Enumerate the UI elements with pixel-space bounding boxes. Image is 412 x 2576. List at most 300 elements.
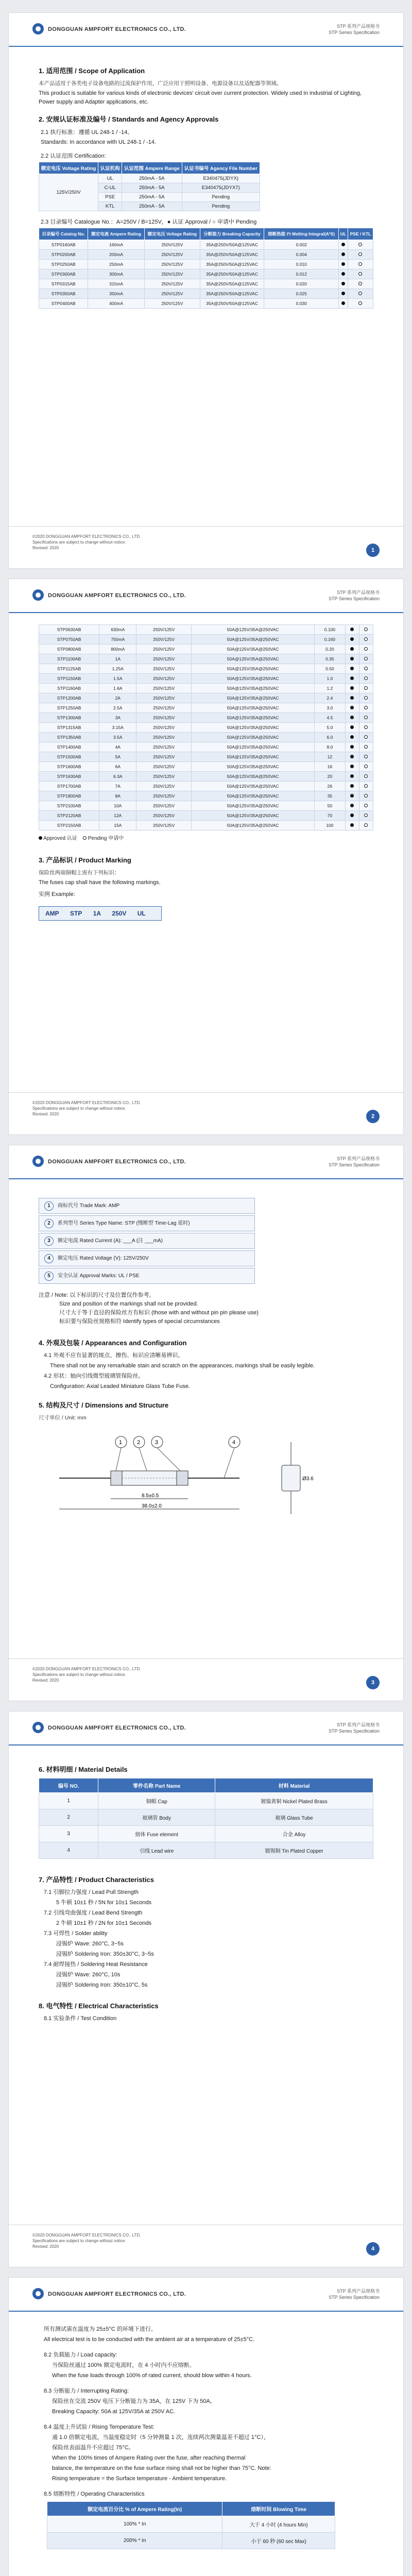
table-cell: 0.020 <box>264 279 339 289</box>
table-row <box>39 1793 373 1809</box>
approval-cell <box>339 299 348 309</box>
company-logo-icon <box>32 589 44 601</box>
pending-ring-icon <box>364 637 368 641</box>
approved-dot-icon <box>350 637 354 641</box>
table-cell: 35A@250V/50A@125VAC <box>200 260 264 269</box>
table-cell: 250V/125V <box>144 299 200 309</box>
table-cell: STP0315AB <box>39 279 88 289</box>
pending-ring-icon <box>364 755 368 758</box>
approval-cell <box>345 684 359 693</box>
product-table-b <box>39 624 373 831</box>
table-cell: 2.4 <box>315 693 345 703</box>
approval-cell <box>348 260 373 269</box>
approved-dot-icon <box>350 725 354 729</box>
pending-ring-icon <box>358 282 362 285</box>
approval-cell <box>345 723 359 733</box>
page-footer: ©2020 DONGGUAN AMPFORT ELECTRONICS CO., LTD. Specifications are subject to change without notice. Revised: 2020 4 <box>9 2225 403 2267</box>
table-cell: 35A@250V/50A@125VAC <box>200 299 264 309</box>
table-cell: 2.5A <box>99 703 136 713</box>
table-cell: 50A@125V/35A@250VAC <box>191 762 314 772</box>
pending-ring-icon <box>364 628 368 631</box>
approval-cell <box>345 733 359 742</box>
table-cell: 250V/125V <box>144 250 200 260</box>
spec-title: STP 系列产品规格书 STP Series Specification <box>329 24 380 35</box>
company-name: DONGGUAN AMPFORT ELECTRONICS CO., LTD. <box>48 2291 186 2297</box>
approval-cell <box>345 811 359 821</box>
spec-title: STP 系列产品规格书 STP Series Specification <box>329 1722 380 1734</box>
table-cell: STP0400AB <box>39 299 88 309</box>
pending-ring-icon <box>364 676 368 680</box>
approval-cell <box>359 742 373 752</box>
pending-ring-icon <box>364 794 368 798</box>
table-row <box>39 762 373 772</box>
table-cell: 100 <box>315 821 345 831</box>
section-heading: 5. 结构及尺寸 / Dimensions and Structure <box>39 1401 169 1409</box>
approval-cell <box>345 713 359 723</box>
approval-cell <box>339 289 348 299</box>
page-1 <box>8 12 404 569</box>
approval-cell <box>348 250 373 260</box>
note-block: 注意 / Note: 以下标识的尺寸及位置仅作参考。 Size and position of the markings shall not be provided. 尺寸大于等于直径的保险丝方有标识 (those with and without pin pin please use) 标识要与保险丝规格相符 Identify types of special circumstances <box>39 1292 259 1325</box>
approved-dot-icon <box>350 765 354 768</box>
pending-ring-icon <box>358 243 362 246</box>
table-row <box>39 703 373 713</box>
table-row <box>39 260 373 269</box>
table-cell: 250V/125V <box>136 684 192 693</box>
table-cell: 16 <box>315 762 345 772</box>
approval-cell <box>348 279 373 289</box>
callout-3: 3 <box>155 1439 159 1446</box>
table-row <box>39 733 373 742</box>
spec-title: STP 系列产品规格书 STP Series Specification <box>329 590 380 601</box>
table-cell: 0.20 <box>315 645 345 654</box>
table-cell: 1.5A <box>99 674 136 684</box>
table-cell: 8A <box>99 791 136 801</box>
table-cell: 35A@250V/50A@125VAC <box>200 289 264 299</box>
approval-cell <box>359 733 373 742</box>
approval-cell <box>348 240 373 250</box>
approval-cell <box>345 801 359 811</box>
table-cell: 20 <box>315 772 345 782</box>
approved-dot-icon <box>350 823 354 827</box>
table-cell: 3.5A <box>99 733 136 742</box>
table-cell: 12 <box>315 752 345 762</box>
table-cell: 0.35 <box>315 654 345 664</box>
table-cell: 250V/125V <box>136 664 192 674</box>
pending-ring-icon <box>358 292 362 295</box>
section-heading: 2. 安规认证标准及编号 / Standards and Agency Approvals <box>39 115 219 123</box>
approval-cell <box>345 703 359 713</box>
table-cell: 50A@125V/35A@250VAC <box>191 801 314 811</box>
pending-ring-icon <box>364 774 368 778</box>
table-row <box>39 791 373 801</box>
table-cell: 315mA <box>88 279 145 289</box>
approved-dot-icon <box>350 735 354 739</box>
approval-cell <box>339 279 348 289</box>
approval-cell <box>359 684 373 693</box>
table-row <box>39 772 373 782</box>
section-heading: 6. 材料明细 / Material Details <box>39 1766 128 1773</box>
table-cell: 0.012 <box>264 269 339 279</box>
table-cell: 玻璃管 Body <box>98 1809 215 1826</box>
marking-example-label: 实例 Example: <box>39 891 75 897</box>
table-cell: 0.025 <box>264 289 339 299</box>
pending-ring-icon <box>364 823 368 827</box>
catalog-title: 2.3 目录编号 Catalogue No.：A=250V / B=125V，● 认证 Approval / ○ 申请中 Pending <box>41 219 257 225</box>
table-row: PSE 250mA - 5A Pending <box>39 193 260 202</box>
table-row <box>39 635 373 645</box>
company-name: DONGGUAN AMPFORT ELECTRONICS CO., LTD. <box>48 1725 186 1731</box>
table-row <box>39 625 373 635</box>
table-cell: 35A@250V/50A@125VAC <box>200 250 264 260</box>
table-row <box>39 742 373 752</box>
table-cell: 0.002 <box>264 240 339 250</box>
table-cell: 5.0 <box>315 723 345 733</box>
table-cell: 35 <box>315 791 345 801</box>
pending-ring-icon <box>364 657 368 660</box>
table-cell: 1A <box>99 654 136 664</box>
approved-dot-icon <box>350 667 354 670</box>
pending-ring-icon <box>358 272 362 276</box>
table-cell: 250V/125V <box>136 733 192 742</box>
approved-dot-icon <box>341 272 345 276</box>
table-cell: 250V/125V <box>144 240 200 250</box>
approval-cell <box>345 635 359 645</box>
approval-cell <box>359 713 373 723</box>
approved-dot-icon <box>341 262 345 266</box>
table-legend: Approved 认证 Pending 申请中 <box>39 834 373 841</box>
col-header: 额定电压 Voltage Rating <box>39 162 98 174</box>
approval-cell <box>359 821 373 831</box>
table-cell: 250V/125V <box>136 782 192 791</box>
table-row <box>39 1842 373 1859</box>
approval-cell <box>345 752 359 762</box>
approval-cell <box>359 703 373 713</box>
table-cell: 50A@125V/35A@250VAC <box>191 664 314 674</box>
spec-title: STP 系列产品规格书 STP Series Specification <box>329 2289 380 2300</box>
marking-item: 2 系列型号 Series Type Name: STP (慢断型 Time-Lag 延时) <box>39 1215 255 1231</box>
callout-2: 2 <box>137 1439 141 1446</box>
page-4-content: 6. 材料明细 / Material Details 编号 NO. 零件名称 Part Name 材料 Material 1 铜帽 Cap 镀镍黄铜 Nickel Plated Brass 2 玻璃管 Body 玻璃 Glass Tube 3 熔体 Fuse element 合金 Alloy 4 引线 Lead wire 镀锡铜 Tin Plated Copper 7. 产品特性 / Product Characteristics 7.1 引脚拉力强度 / Lead Pull Strength 5 牛顿 10±1 秒 / 5N for 10±1 Seconds 7.2 引线弯曲强度 / Lead Bend Strength 2 牛顿 10±1 秒 / 2N for 10±1 Seconds 7.3 可焊性 / Solder ability 浸锡炉 Wave: 260°C, 3~5s 浸锡炉 Soldering Iron: 350±30°C, 3~5s 7.4 耐焊接热 / Soldering Heat Resistance 浸锡炉 Wave: 260°C, 10s 浸锡炉 Soldering Iron: 350±10°C, 5s 8. 电气特性 / Electrical Characteristics 8.1 实验条件 / Test Condition <box>39 1757 373 2024</box>
approved-dot-icon <box>350 647 354 651</box>
approval-cell <box>345 821 359 831</box>
table-cell: 50A@125V/35A@250VAC <box>191 733 314 742</box>
table-cell: STP2100AB <box>39 801 99 811</box>
approved-dot-icon <box>350 755 354 758</box>
operating-characteristics-table: 额定电流百分比 % of Ampere Rating(In) 熔断时间 Blowing Time 100% * In 大于 4 小时 (4 hours Min) 200% * In 小于 60 秒 (60 sec Max) <box>47 2501 335 2549</box>
table-cell: STP1150AB <box>39 674 99 684</box>
table-row <box>39 752 373 762</box>
company-name: DONGGUAN AMPFORT ELECTRONICS CO., LTD. <box>48 26 186 32</box>
table-cell: 0.50 <box>315 664 345 674</box>
table-cell: STP1160AB <box>39 684 99 693</box>
table-cell: STP1125AB <box>39 664 99 674</box>
table-row <box>39 684 373 693</box>
table-row <box>39 279 373 289</box>
table-cell: STP1315AB <box>39 723 99 733</box>
table-cell: 0.010 <box>264 260 339 269</box>
table-cell: 6.0 <box>315 733 345 742</box>
page-header <box>9 1711 403 1745</box>
table-cell: 6A <box>99 762 136 772</box>
table-cell: STP1700AB <box>39 782 99 791</box>
table-cell: 200mA <box>88 250 145 260</box>
spec-title: STP 系列产品规格书 STP Series Specification <box>329 1156 380 1167</box>
section-heading: 8. 电气特性 / Electrical Characteristics <box>39 2002 159 2010</box>
table-cell: 熔体 Fuse element <box>98 1826 215 1842</box>
approval-cell <box>345 791 359 801</box>
table-cell: 250V/125V <box>136 635 192 645</box>
table-cell: 1.6A <box>99 684 136 693</box>
table-cell: 镀锡铜 Tin Plated Copper <box>215 1842 373 1859</box>
table-cell: 引线 Lead wire <box>98 1842 215 1859</box>
table-cell: STP0250AB <box>39 260 88 269</box>
table-cell: 4A <box>99 742 136 752</box>
table-cell: 300mA <box>88 269 145 279</box>
approval-cell <box>345 654 359 664</box>
approval-cell <box>345 645 359 654</box>
table-cell: 50A@125V/35A@250VAC <box>191 635 314 645</box>
table-cell: 50A@125V/35A@250VAC <box>191 772 314 782</box>
approved-dot-icon <box>350 804 354 807</box>
table-cell: 7A <box>99 782 136 791</box>
table-cell: 2A <box>99 693 136 703</box>
approval-cell <box>345 693 359 703</box>
table-cell: 50A@125V/35A@250VAC <box>191 625 314 635</box>
table-cell: 160mA <box>88 240 145 250</box>
table-cell: 0.160 <box>315 635 345 645</box>
approval-cell <box>359 772 373 782</box>
approved-dot-icon <box>350 686 354 690</box>
company-logo-icon <box>32 1722 44 1733</box>
page-5-content: 所有测试需在温度为 25±5°C 的环境下进行。 All electrical test is to be conducted with the ambient air at a temperature of 25±5°C. 8.2 负载能力 / Load capacity: 当保险丝通过 100% 额定电流时，在 4 小时内不应熔断。 When the fuse loads through 100% of rated current, should blow within 4 hours. 8.3 分断能力 / Interrupting Rating: 保险丝在交流 250V 电压下分断能力为 35A，在 125V 下为 50A。 Breaking Capacity: 50A at 125V/35A at 250V AC. 8.4 温度上升试验 / Rising Temperature Test: 通 1.0 倍额定电流，当温度稳定时（5 分钟测量 1 次，连续两次测量温差不超过 1°C）， 保险丝表面温升不应超过 75°C。 When the 100% times of Ampere Rating over the fuse, after reaching thermal balance, the temperature on the fuse surface rising shall not be higher than 75°C. Note: Rising temperature = the Surface temperature - Ambient temperature. 8.5 熔断特性 / Operating Characteristics 额定电流百分比 % of Ampere Rating(In) 熔断时间 Blowing Time 100% * In 大于 4 小时 (4 hours Min) 200% * In 小于 60 秒 (60 sec Max) <box>39 2323 373 2549</box>
page-header <box>9 2278 403 2312</box>
company-name: DONGGUAN AMPFORT ELECTRONICS CO., LTD. <box>48 1159 186 1165</box>
table-cell: 15A <box>99 821 136 831</box>
pending-ring-icon <box>358 262 362 266</box>
col-header: 认证范围 Ampere Range <box>122 162 182 174</box>
callout-1: 1 <box>119 1439 123 1446</box>
table-cell: 50A@125V/35A@250VAC <box>191 821 314 831</box>
table-cell: 50A@125V/35A@250VAC <box>191 791 314 801</box>
diameter-label: Ø3.6 <box>302 1476 314 1482</box>
approval-cell <box>345 782 359 791</box>
table-row <box>39 240 373 250</box>
table-cell: 50A@125V/35A@250VAC <box>191 674 314 684</box>
table-row <box>39 801 373 811</box>
table-cell: 35A@250V/50A@125VAC <box>200 240 264 250</box>
table-cell: 250V/125V <box>136 791 192 801</box>
company-name: DONGGUAN AMPFORT ELECTRONICS CO., LTD. <box>48 592 186 599</box>
company-logo-icon <box>32 1156 44 1167</box>
approval-cell <box>345 625 359 635</box>
pending-ring-icon <box>364 667 368 670</box>
pending-ring-icon <box>358 252 362 256</box>
marking-cn: 保险丝两端铜帽上需有下列标识： <box>39 870 120 876</box>
table-cell: 50A@125V/35A@250VAC <box>191 684 314 693</box>
table-cell: 750mA <box>99 635 136 645</box>
approval-cell <box>345 772 359 782</box>
table-cell: 250V/125V <box>136 762 192 772</box>
approved-dot-icon <box>341 252 345 256</box>
approved-dot-icon <box>341 243 345 246</box>
table-cell: 250V/125V <box>136 811 192 821</box>
standards-cn: 2.1 执行标准：遵循 UL 248-1 / -14。 <box>41 129 133 135</box>
body-length-label: 8.5±0.5 <box>142 1493 159 1499</box>
table-cell: STP2150AB <box>39 821 99 831</box>
approved-dot-icon <box>350 696 354 700</box>
company-logo-icon <box>32 23 44 35</box>
table-cell: 3.15A <box>99 723 136 733</box>
approval-cell <box>345 762 359 772</box>
table-cell: 12A <box>99 811 136 821</box>
table-cell: 35A@250V/50A@125VAC <box>200 279 264 289</box>
table-row <box>39 645 373 654</box>
table-cell: 2 <box>39 1809 98 1826</box>
table-cell: STP0800AB <box>39 645 99 654</box>
approval-cell <box>339 250 348 260</box>
page-header <box>9 1145 403 1179</box>
table-row <box>39 713 373 723</box>
marking-item: 4 额定电压 Rated Voltage (V): 125V/250V <box>39 1250 255 1266</box>
approval-cell <box>359 635 373 645</box>
page-footer: ©2020 DONGGUAN AMPFORT ELECTRONICS CO., LTD. Specifications are subject to change without notice. Revised: 2020 1 <box>9 526 403 568</box>
table-cell: 630mA <box>99 625 136 635</box>
table-cell: 0.004 <box>264 250 339 260</box>
table-cell: 250V/125V <box>136 821 192 831</box>
table-cell: 6.3A <box>99 772 136 782</box>
material-table: 编号 NO. 零件名称 Part Name 材料 Material 1 铜帽 Cap 镀镍黄铜 Nickel Plated Brass 2 玻璃管 Body 玻璃 Glass Tube 3 熔体 Fuse element 合金 Alloy 4 引线 Lead wire 镀锡铜 Tin Plated Copper <box>39 1778 373 1859</box>
table-cell: 50A@125V/35A@250VAC <box>191 723 314 733</box>
table-cell: 250mA <box>88 260 145 269</box>
section-heading: 7. 产品特性 / Product Characteristics <box>39 1876 154 1884</box>
fuse-drawing-svg <box>49 1427 337 1519</box>
table-cell: 250V/125V <box>144 289 200 299</box>
section-heading: 3. 产品标识 / Product Marking <box>39 856 131 864</box>
table-cell: 50A@125V/35A@250VAC <box>191 713 314 723</box>
table-cell: STP1800AB <box>39 791 99 801</box>
table-row <box>39 693 373 703</box>
company-logo-icon <box>32 2288 44 2299</box>
page-4 <box>8 1711 404 2267</box>
table-cell: 0.100 <box>315 625 345 635</box>
table-cell: 70 <box>315 811 345 821</box>
approval-cell <box>359 645 373 654</box>
table-cell: 250V/125V <box>136 654 192 664</box>
table-cell: 250V/125V <box>136 772 192 782</box>
table-cell: 50A@125V/35A@250VAC <box>191 693 314 703</box>
table-cell: 1.25A <box>99 664 136 674</box>
table-row <box>39 1809 373 1826</box>
table-cell: 5A <box>99 752 136 762</box>
approval-cell <box>339 260 348 269</box>
table-cell: STP1200AB <box>39 693 99 703</box>
col-header: 认证书编号 Agency File Number <box>182 162 260 174</box>
approved-dot-icon <box>350 716 354 719</box>
table-row <box>39 289 373 299</box>
page-5 <box>8 2277 404 2576</box>
approval-cell <box>348 299 373 309</box>
table-row <box>39 664 373 674</box>
table-cell: STP0630AB <box>39 625 99 635</box>
table-cell: STP1600AB <box>39 762 99 772</box>
table-row: 125V/250V UL 250mA - 5A E340475(JDYX) <box>39 174 260 183</box>
table-cell: 35A@250V/50A@125VAC <box>200 269 264 279</box>
table-cell: 8.0 <box>315 742 345 752</box>
approved-dot-icon <box>350 706 354 709</box>
table-cell: 合金 Alloy <box>215 1826 373 1842</box>
approved-dot-icon <box>341 292 345 295</box>
approval-cell <box>359 762 373 772</box>
table-cell: 50A@125V/35A@250VAC <box>191 742 314 752</box>
table-cell: 250V/125V <box>136 723 192 733</box>
approval-cell <box>359 674 373 684</box>
table-cell: 4 <box>39 1842 98 1859</box>
table-cell: 400mA <box>88 299 145 309</box>
table-cell: 1.2 <box>315 684 345 693</box>
approved-dot-icon <box>350 676 354 680</box>
table-cell: 玻璃 Glass Tube <box>215 1809 373 1826</box>
approved-dot-icon <box>350 774 354 778</box>
marking-legend <box>39 1198 373 1284</box>
approval-cell <box>345 674 359 684</box>
table-row <box>39 250 373 260</box>
approval-cell <box>359 664 373 674</box>
table-cell: STP0350AB <box>39 289 88 299</box>
table-row <box>39 1826 373 1842</box>
table-cell: STP1350AB <box>39 733 99 742</box>
section-heading: 1. 适用范围 / Scope of Application <box>39 67 145 75</box>
table-cell: STP2120AB <box>39 811 99 821</box>
table-cell: STP1500AB <box>39 752 99 762</box>
page-number: 4 <box>366 2242 380 2256</box>
pending-ring-icon <box>364 725 368 729</box>
pending-ring-icon <box>364 686 368 690</box>
table-cell: STP0200AB <box>39 250 88 260</box>
table-cell: 250V/125V <box>144 269 200 279</box>
approved-dot-icon <box>341 282 345 285</box>
unit-note: 尺寸单位 / Unit: mm <box>39 1415 87 1421</box>
table-cell: 50A@125V/35A@250VAC <box>191 752 314 762</box>
table-row: 200% * In 小于 60 秒 (60 sec Max) <box>47 2533 335 2549</box>
approved-dot-icon <box>350 794 354 798</box>
table-cell: 250V/125V <box>136 801 192 811</box>
table-cell: 10A <box>99 801 136 811</box>
scope-en: This product is suitable for various kinds of electronic devices' circuit over current protection. Widely used in industrial of Lighting, Power supply and Adapter applications, etc. <box>39 90 362 105</box>
rating-cell: 125V/250V <box>39 174 98 211</box>
approved-dot-icon <box>350 814 354 817</box>
approved-dot-icon <box>350 784 354 788</box>
approved-dot-icon <box>350 657 354 660</box>
table-cell: 250V/125V <box>136 752 192 762</box>
marking-item: 5 安全认证 Approval Marks: UL / PSE <box>39 1268 255 1284</box>
pending-ring-icon <box>358 301 362 305</box>
approval-cell <box>359 801 373 811</box>
page-footer: ©2020 DONGGUAN AMPFORT ELECTRONICS CO., LTD. Specifications are subject to change without notice. Revised: 2020 3 <box>9 1658 403 1701</box>
total-length-label: 38.0±2.0 <box>142 1503 162 1509</box>
callout-4: 4 <box>232 1439 236 1446</box>
table-cell: 250V/125V <box>144 260 200 269</box>
table-row: C-UL 250mA - 5A E340475(JDYX7) <box>39 183 260 193</box>
marking-en: The fuses cap shall have the following markings. <box>39 879 161 886</box>
marking-item: 3 额定电流 Rated Current (A): ___A (注 ___mA) <box>39 1233 255 1249</box>
certification-table <box>39 162 260 211</box>
table-cell: 4.5 <box>315 713 345 723</box>
standards-en: Standards: In accordance with UL 248-1 / -14. <box>41 139 156 145</box>
table-cell: 3 <box>39 1826 98 1842</box>
table-cell: STP1630AB <box>39 772 99 782</box>
table-cell: STP1250AB <box>39 703 99 713</box>
